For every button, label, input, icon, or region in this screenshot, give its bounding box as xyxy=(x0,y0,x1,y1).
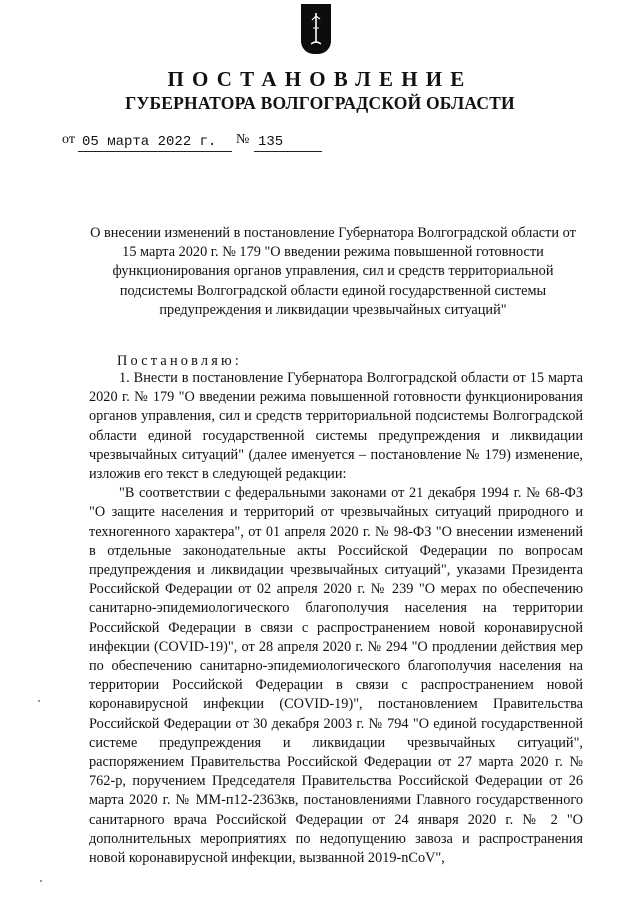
document-title: ПОСТАНОВЛЕНИЕ xyxy=(167,67,473,91)
document-subject: О внесении изменений в постановление Губернатора Волгоградской области от 15 марта 2020 г. № 179 "О введении режима повышенной готовности функционирования органов управления, сил и средств территориальной подсистемы Волгоградской области единой государственной системы предупреждения и ликвидации чрезвычайных ситуаций" xyxy=(90,225,576,318)
paragraph-quoted-text: "В соответствии с федеральными законами от 21 декабря 1994 г. № 68-ФЗ "О защите населения и территорий от чрезвычайных ситуаций природного и техногенного характера", от 01 апреля 2020 г. № 98-ФЗ "О внесении изменений в отдельные законодательные акты Российской Федерации по вопросам предупреждения и ликвидации чрезвычайных ситуаций", указами Президента Российской Федерации от 02 апреля 2020 г. № 239 "О мерах по обеспечению санитарно-эпидемиологического благополучия населения на территории Российской Федерации в связи с распространением новой коронавирусной инфекции (COVID-19)", от 28 апреля 2020 г. № 294 "О продлении действия мер по обеспечению санитарно-эпидемиологического благополучия населения на территории Российской Федерации в связи с распространением новой коронавирусной инфекции (COVID-19)", постановлением Правительства Российской Федерации от 30 декабря 2003 г. № 794 "О единой государственной системе предупреждения и ликвидации чрезвычайных ситуаций", распоряжением Правительства Российской Федерации от 27 марта 2020 г. № 762-р, поручением Председателя Правительства Российской Федерации от 26 марта 2020 г. № ММ-п12-2363кв, постановлениями Главного государственного санитарного врача Российской Федерации от 24 января 2020 г. № 2 "О дополнительных мероприятиях по недопущению завоза и распространения новой коронавирусной инфекции, вызванной 2019-nCoV", xyxy=(89,485,583,867)
document-body xyxy=(89,369,583,868)
document-subtitle: ГУБЕРНАТОРА ВОЛГОГРАДСКОЙ ОБЛАСТИ xyxy=(125,93,515,113)
resolve-heading: Постановляю: xyxy=(117,353,243,369)
date-prefix-label: от xyxy=(62,132,75,147)
number-field: 135 xyxy=(254,134,322,152)
number-prefix-label: № xyxy=(236,132,250,147)
coat-of-arms-emblem xyxy=(301,4,331,54)
date-field: 05 марта 2022 г. xyxy=(78,134,232,152)
scan-speck xyxy=(38,700,40,702)
paragraph-item-1: 1. Внести в постановление Губернатора Волгоградской области от 15 марта 2020 г. № 179 "О введении режима повышенной готовности функционирования органов управления, сил и средств территориальной подсистемы Волгоградской области единой государственной системы предупреждения и ликвидации чрезвычайных ситуаций" (далее именуется – постановление № 179) изменение, изложив его текст в следующей редакции: xyxy=(89,370,583,483)
emblem-figure-icon xyxy=(301,4,331,54)
scan-speck xyxy=(40,880,42,882)
